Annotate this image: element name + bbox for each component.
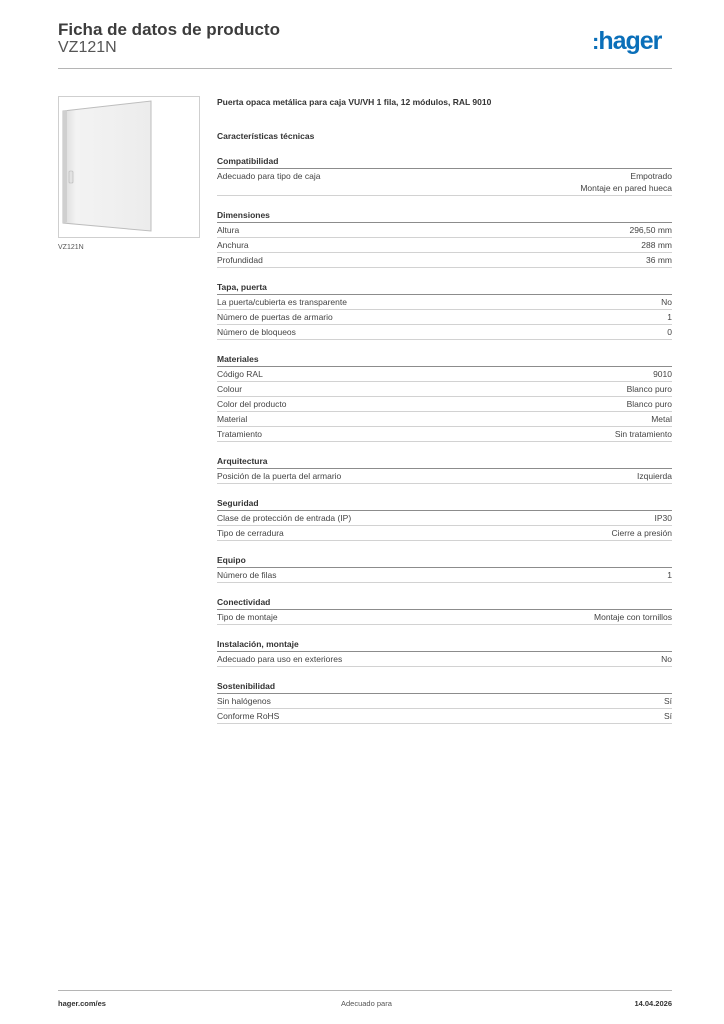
spec-row [217,412,672,427]
section-title: Dimensiones [217,210,672,223]
spec-value: Empotrado Montaje en pared hueca [580,171,672,193]
spec-section [217,498,672,541]
header-divider [58,68,672,69]
spec-row [217,469,672,484]
section-title: Materiales [217,354,672,367]
footer-date: 14.04.2026 [634,999,672,1008]
spec-row [217,694,672,709]
spec-row [217,511,672,526]
spec-value: Sí [663,711,672,721]
spec-value: 296,50 mm [629,225,672,235]
product-sku: VZ121N [58,39,117,56]
page-title: Ficha de datos de producto [58,20,280,39]
product-description: Puerta opaca metálica para caja VU/VH 1 fila, 12 módulos, RAL 9010 [217,97,492,107]
spec-label: Altura [217,225,240,235]
spec-label: Conforme RoHS [217,711,280,721]
spec-value: Metal [651,414,672,424]
spec-section [217,456,672,484]
spec-value: 1 [667,312,672,322]
brand-logo: :hager [592,27,662,55]
spec-section [217,555,672,583]
spec-label: Clase de protección de entrada (IP) [217,513,352,523]
spec-content [217,96,672,724]
spec-section [217,156,672,196]
spec-label: Código RAL [217,369,263,379]
spec-value: Cierre a presión [611,528,672,538]
footer-website: hager.com/es [58,999,106,1008]
section-title: Tapa, puerta [217,282,672,295]
spec-row [217,367,672,382]
spec-row [217,238,672,253]
section-title: Equipo [217,555,672,568]
spec-value: Blanco puro [626,399,672,409]
spec-label: La puerta/cubierta es transparente [217,297,347,307]
spec-label: Tipo de montaje [217,612,278,622]
section-title: Compatibilidad [217,156,672,169]
spec-section [217,210,672,268]
spec-label: Profundidad [217,255,263,265]
spec-value: Izquierda [637,471,672,481]
section-title: Sostenibilidad [217,681,672,694]
spec-label: Número de bloqueos [217,327,296,337]
spec-row [217,382,672,397]
spec-label: Adecuado para tipo de caja [217,171,321,181]
tech-characteristics-title: Características técnicas [217,131,315,141]
spec-value: 1 [667,570,672,580]
spec-label: Número de filas [217,570,277,580]
image-caption: VZ121N [58,244,84,251]
spec-label: Sin halógenos [217,696,271,706]
section-title: Arquitectura [217,456,672,469]
spec-section [217,282,672,340]
spec-label: Color del producto [217,399,287,409]
spec-row [217,253,672,268]
spec-label: Tipo de cerradura [217,528,284,538]
spec-row [217,610,672,625]
spec-value: Sin tratamiento [614,429,672,439]
spec-label: Colour [217,384,243,394]
spec-label: Material [217,414,248,424]
spec-section [217,597,672,625]
product-image [58,96,200,238]
spec-label: Anchura [217,240,249,250]
spec-row [217,169,672,196]
spec-value: Blanco puro [626,384,672,394]
spec-section [217,681,672,724]
spec-row [217,223,672,238]
spec-sections [217,156,672,724]
spec-row [217,325,672,340]
section-title: Instalación, montaje [217,639,672,652]
spec-row [217,709,672,724]
spec-label: Adecuado para uso en exteriores [217,654,343,664]
spec-row [217,652,672,667]
footer-divider [58,990,672,991]
door-panel-icon [59,97,199,237]
section-title: Conectividad [217,597,672,610]
spec-value: Sí [663,696,672,706]
spec-label: Tratamiento [217,429,263,439]
spec-row [217,397,672,412]
spec-section [217,354,672,442]
spec-value: Montaje con tornillos [594,612,672,622]
spec-label: Número de puertas de armario [217,312,333,322]
spec-row [217,427,672,442]
spec-value: No [661,297,672,307]
spec-row [217,526,672,541]
spec-value: 36 mm [646,255,672,265]
section-title: Seguridad [217,498,672,511]
spec-label: Posición de la puerta del armario [217,471,342,481]
spec-value: 0 [667,327,672,337]
spec-row [217,568,672,583]
spec-row [217,295,672,310]
spec-section [217,639,672,667]
footer-center-text: Adecuado para [341,999,392,1008]
spec-value: No [661,654,672,664]
spec-value: 288 mm [641,240,672,250]
spec-value: IP30 [654,513,672,523]
spec-value: 9010 [653,369,672,379]
spec-row [217,310,672,325]
